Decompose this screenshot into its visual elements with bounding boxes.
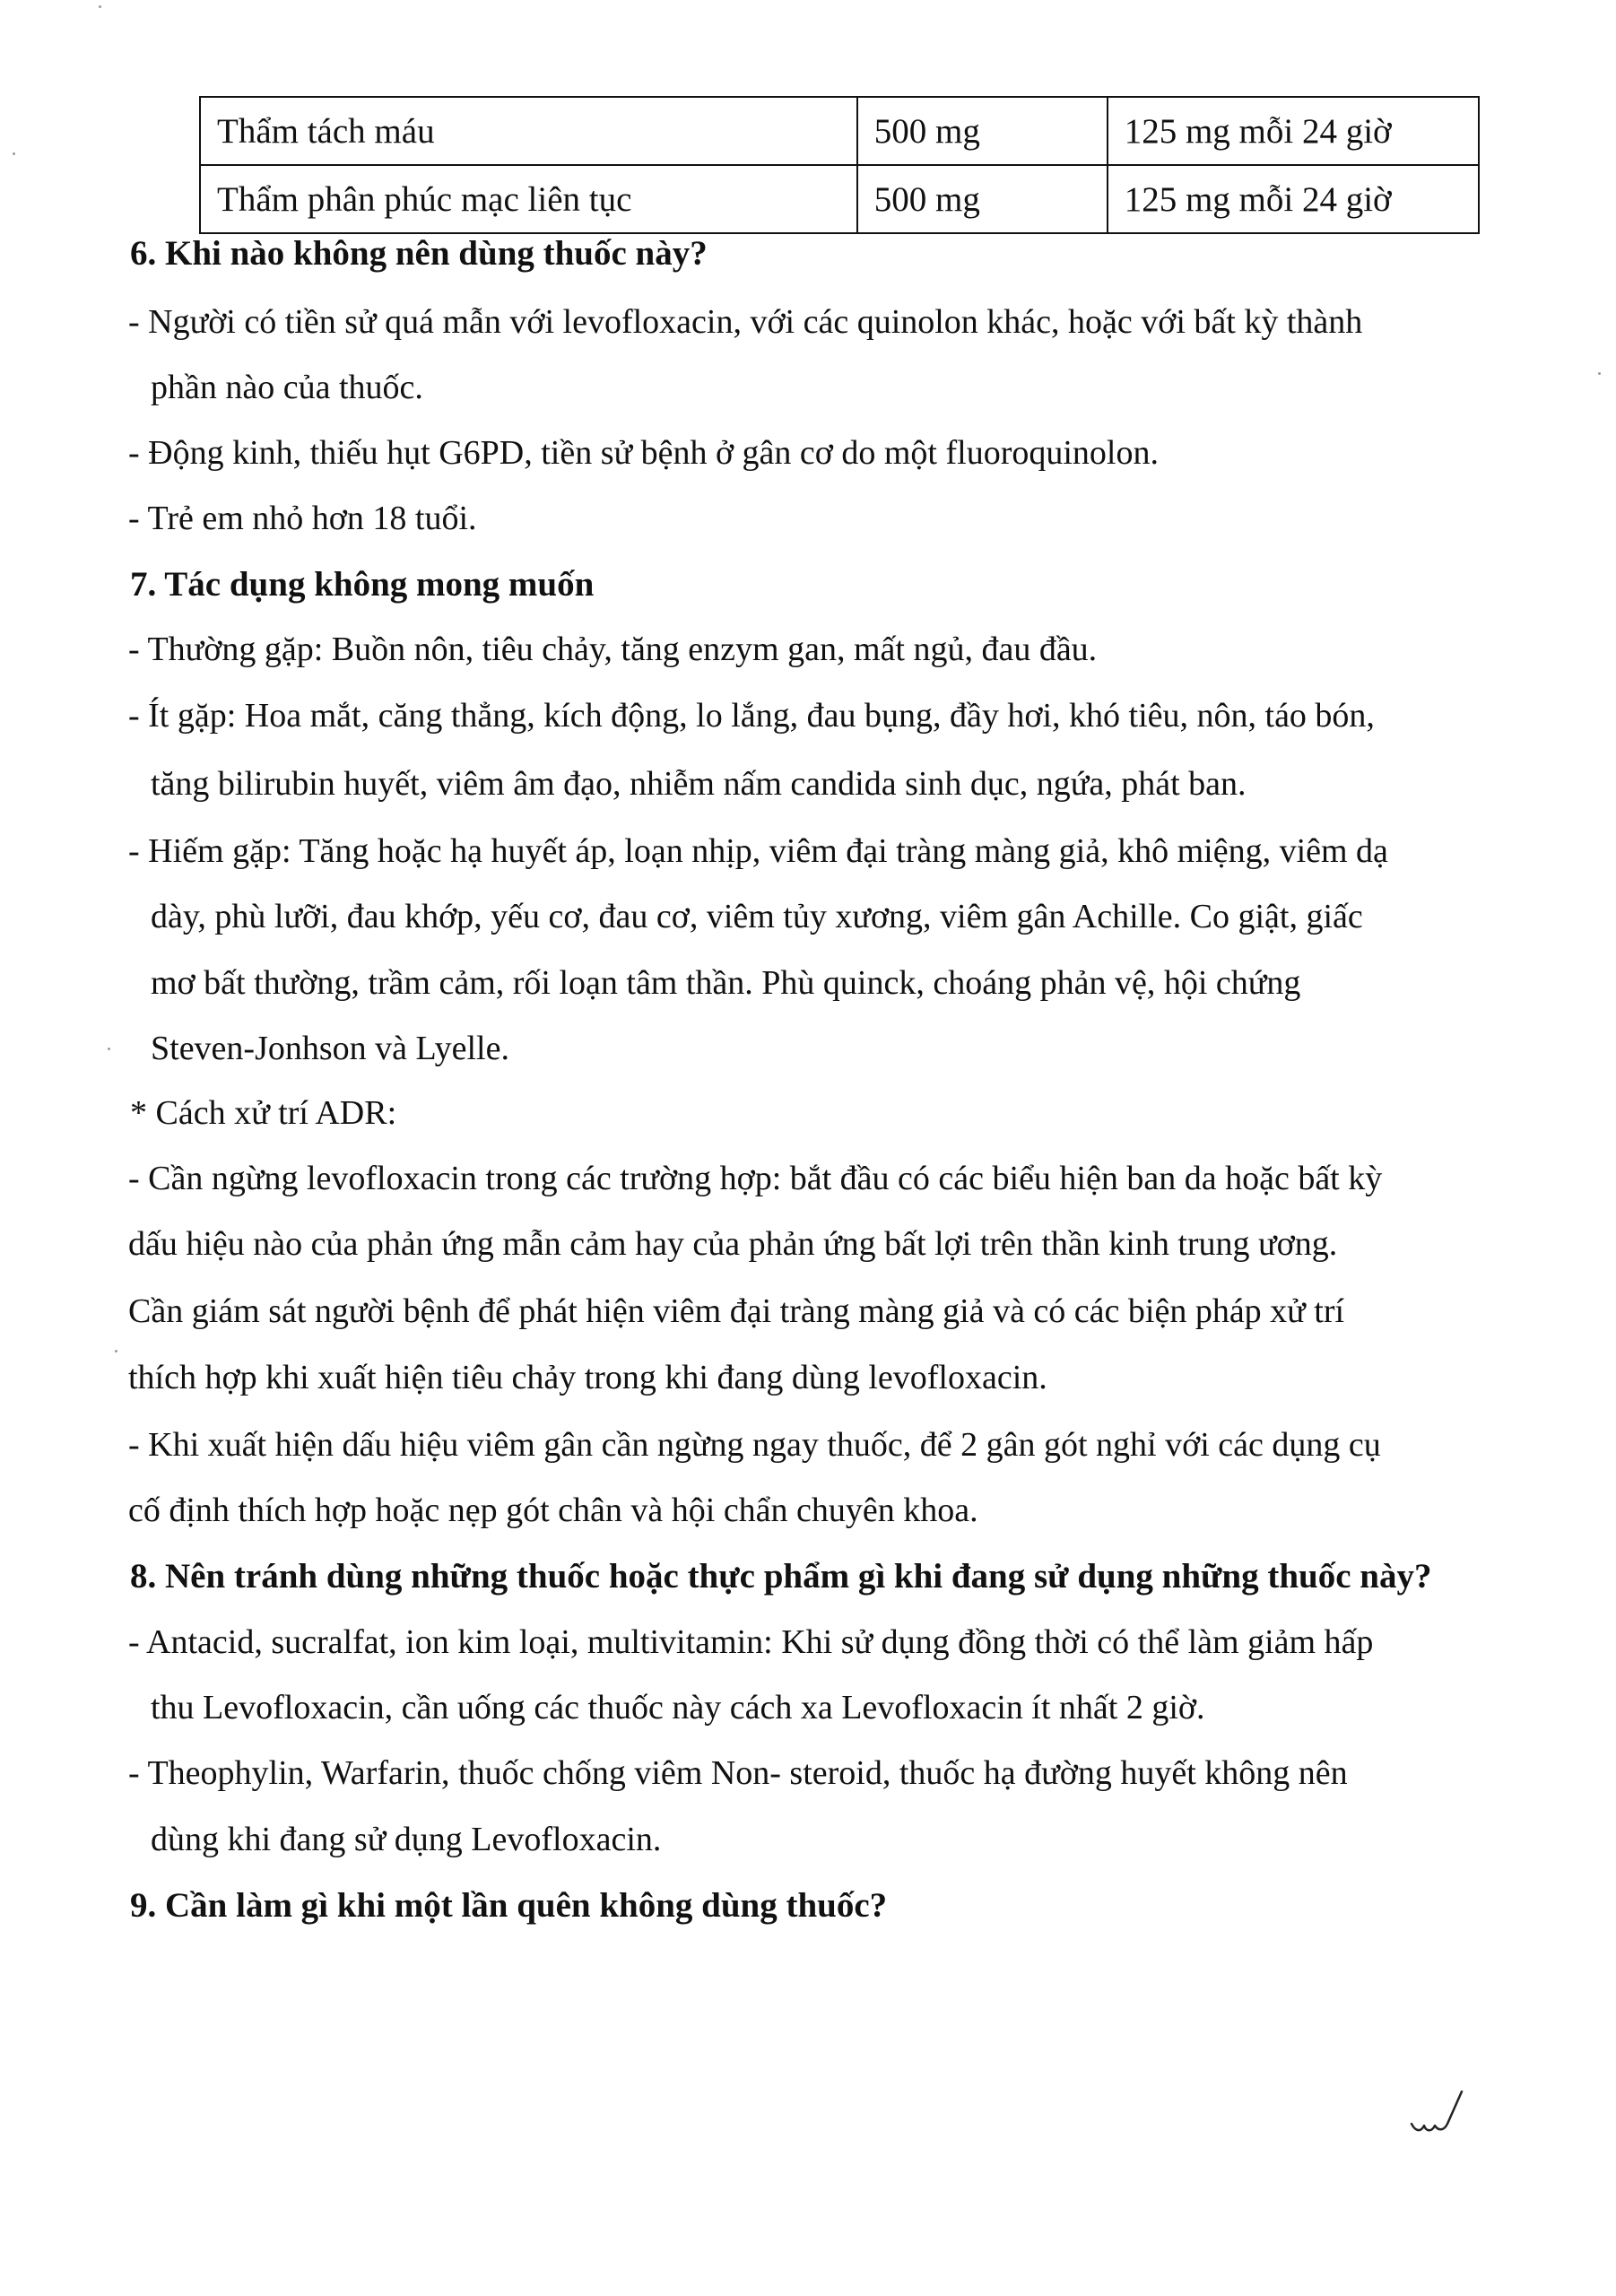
text-line: thích hợp khi xuất hiện tiêu chảy trong khi đang dùng levofloxacin.	[128, 1359, 1047, 1396]
scan-speck	[13, 152, 15, 155]
table-cell: 125 mg mỗi 24 giờ	[1108, 97, 1479, 165]
table-cell: Thẩm phân phúc mạc liên tục	[200, 165, 857, 233]
text-line: phần nào của thuốc.	[151, 369, 423, 406]
section-heading-6: 6. Khi nào không nên dùng thuốc này?	[130, 234, 708, 273]
text-line: - Người có tiền sử quá mẫn với levofloxacin, với các quinolon khác, hoặc với bất kỳ thành	[128, 303, 1363, 341]
section-heading-9: 9. Cần làm gì khi một lần quên không dùng thuốc?	[130, 1886, 888, 1925]
text-line: - Trẻ em nhỏ hơn 18 tuổi.	[128, 500, 477, 537]
table-row	[200, 165, 1479, 233]
text-line: - Ít gặp: Hoa mắt, căng thẳng, kích động, lo lắng, đau bụng, đầy hơi, khó tiêu, nôn, táo bón,	[128, 697, 1375, 735]
text-line: - Thường gặp: Buồn nôn, tiêu chảy, tăng enzym gan, mất ngủ, đau đầu.	[128, 631, 1098, 668]
section-heading-8: 8. Nên tránh dùng những thuốc hoặc thực phẩm gì khi đang sử dụng những thuốc này?	[130, 1557, 1432, 1596]
text-line: - Theophylin, Warfarin, thuốc chống viêm Non- steroid, thuốc hạ đường huyết không nên	[128, 1754, 1348, 1792]
text-line: thu Levofloxacin, cần uống các thuốc này cách xa Levofloxacin ít nhất 2 giờ.	[151, 1689, 1205, 1726]
text-line: - Cần ngừng levofloxacin trong các trường hợp: bắt đầu có các biểu hiện ban da hoặc bất kỳ	[128, 1160, 1383, 1197]
table-cell: 500 mg	[857, 97, 1108, 165]
text-line: Steven-Jonhson và Lyelle.	[151, 1030, 509, 1067]
text-line: dùng khi đang sử dụng Levofloxacin.	[151, 1821, 662, 1858]
text-line: - Hiếm gặp: Tăng hoặc hạ huyết áp, loạn nhịp, viêm đại tràng màng giả, khô miệng, viêm dạ	[128, 832, 1388, 870]
text-line: - Khi xuất hiện dấu hiệu viêm gân cần ngừng ngay thuốc, để 2 gân gót nghỉ với các dụng cụ	[128, 1426, 1381, 1464]
scan-speck	[1598, 372, 1601, 375]
table-cell: 125 mg mỗi 24 giờ	[1108, 165, 1479, 233]
scan-speck	[115, 1350, 117, 1352]
adr-heading: * Cách xử trí ADR:	[130, 1094, 397, 1132]
scan-speck	[99, 5, 101, 8]
scan-speck	[108, 1048, 110, 1050]
text-line: - Antacid, sucralfat, ion kim loại, multivitamin: Khi sử dụng đồng thời có thể làm giảm hấp	[128, 1623, 1374, 1661]
table-row	[200, 97, 1479, 165]
text-line: Cần giám sát người bệnh để phát hiện viêm đại tràng màng giả và có các biện pháp xử trí	[128, 1292, 1345, 1330]
text-line: cố định thích hợp hoặc nẹp gót chân và hội chẩn chuyên khoa.	[128, 1492, 978, 1529]
text-line: - Động kinh, thiếu hụt G6PD, tiền sử bệnh ở gân cơ do một fluoroquinolon.	[128, 434, 1159, 472]
text-line: mơ bất thường, trầm cảm, rối loạn tâm thần. Phù quinck, choáng phản vệ, hội chứng	[151, 964, 1301, 1002]
table-cell: 500 mg	[857, 165, 1108, 233]
table-cell: Thẩm tách máu	[200, 97, 857, 165]
section-heading-7: 7. Tác dụng không mong muốn	[130, 565, 595, 604]
initials-signature-icon	[1408, 2090, 1471, 2144]
dialysis-dose-table	[199, 96, 1480, 234]
text-line: dấu hiệu nào của phản ứng mẫn cảm hay của phản ứng bất lợi trên thần kinh trung ương.	[128, 1225, 1338, 1263]
text-line: tăng bilirubin huyết, viêm âm đạo, nhiễm nấm candida sinh dục, ngứa, phát ban.	[151, 765, 1247, 803]
text-line: dày, phù lưỡi, đau khớp, yếu cơ, đau cơ, viêm tủy xương, viêm gân Achille. Co giật, giấc	[151, 898, 1363, 935]
